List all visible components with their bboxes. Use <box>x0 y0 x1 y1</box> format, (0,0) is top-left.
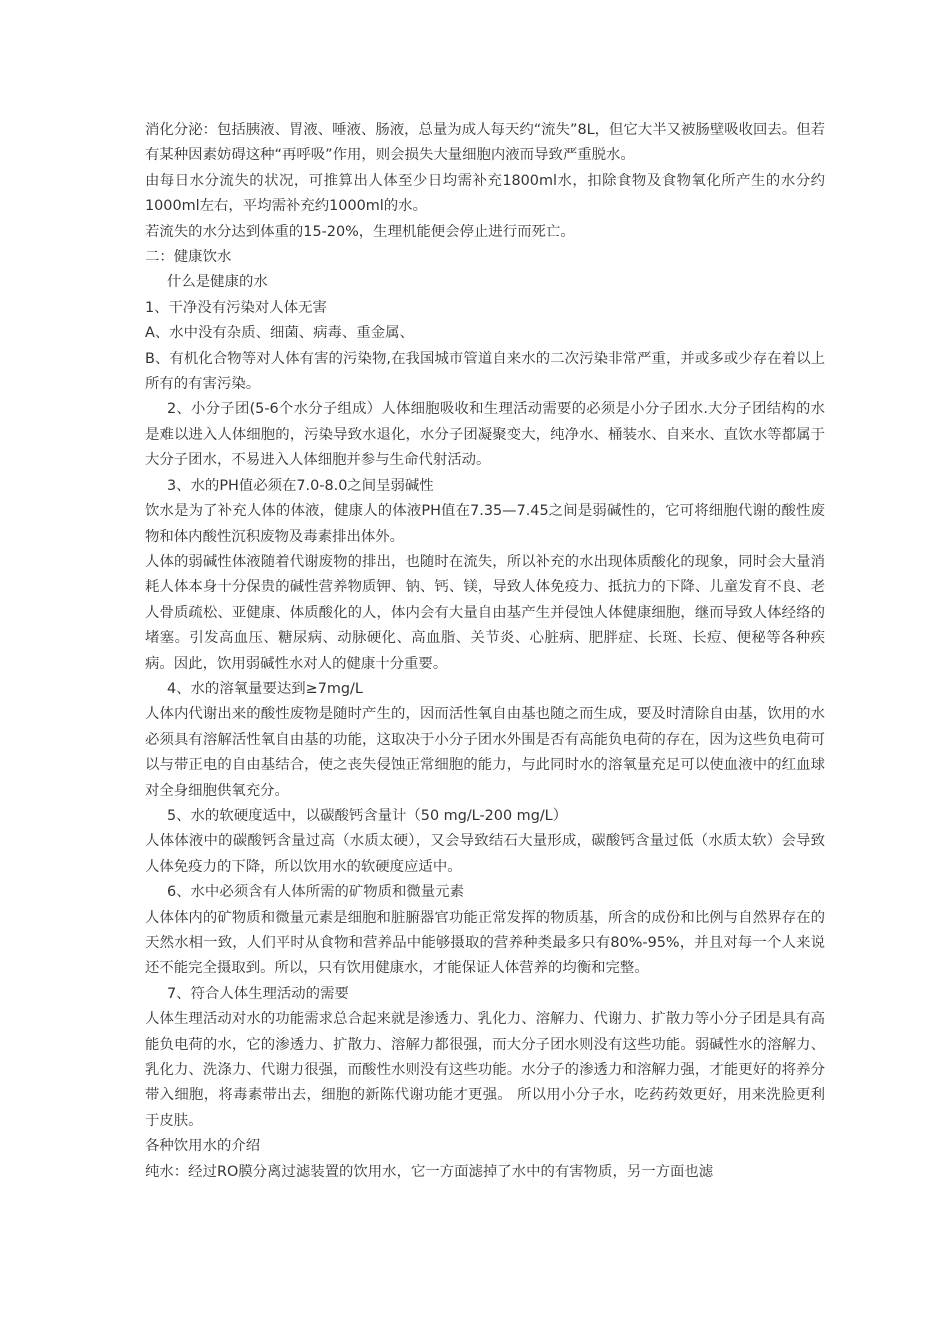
paragraph: B、有机化合物等对人体有害的污染物,在我国城市管道自来水的二次污染非常严重，并或多或少存在着以上所有的有害污染。 <box>145 350 825 393</box>
paragraph: 3、水的PH值必须在7.0-8.0之间呈弱碱性 <box>167 477 434 494</box>
paragraph: 5、水的软硬度适中，以碳酸钙含量计（50 mg/L-200 mg/L） <box>167 807 568 824</box>
paragraph: 1、干净没有污染对人体无害 <box>145 299 327 316</box>
paragraph: 7、符合人体生理活动的需要 <box>167 985 349 1002</box>
paragraph: 人体的弱碱性体液随着代谢废物的排出，也随时在流失，所以补充的水出现体质酸化的现象，同时会大量消耗人体本身十分保贵的碱性营养物质钾、钠、钙、镁，导致人体免疫力、抵抗力的下降、儿童发育不良、老人骨质疏松、亚健康、体质酸化的人，体内会有大量自由基产生并侵蚀人体健康细胞，继而导致人体经络的堵塞。引发高血压、糖尿病、动脉硬化、高血脂、关节炎、心脏病、肥胖症、长斑、长痘、便秘等各种疾病。因此，饮用弱碱性水对人的健康十分重要。 <box>145 553 825 672</box>
paragraph: 4、水的溶氧量要达到≥7mg/L <box>167 680 363 697</box>
paragraph: 人体生理活动对水的功能需求总合起来就是渗透力、乳化力、溶解力、代谢力、扩散力等小分子团是具有高能负电荷的水，它的渗透力、扩散力、溶解力都很强，而大分子团水则没有这些功能。弱碱性水的溶解力、乳化力、洗涤力、代谢力很强，而酸性水则没有这些功能。水分子的渗透力和溶解力强，才能更好的将养分带入细胞，将毒素带出去，细胞的新陈代谢功能才更强。 所以用小分子水，吃药药效更好，用来洗脸更利于皮肤。 <box>145 1011 825 1129</box>
document-page <box>145 118 825 1185</box>
paragraph: 人体内代谢出来的酸性废物是随时产生的，因而活性氧自由基也随之而生成，要及时清除自由基，饮用的水必须具有溶解活性氧自由基的功能，这取决于小分子团水外围是否有高能负电荷的存在，因为这些负电荷可以与带正电的自由基结合，使之丧失侵蚀正常细胞的能力，与此同时水的溶氧量充足可以使血液中的红血球对全身细胞供氧充分。 <box>145 706 825 799</box>
paragraph: 什么是健康的水 <box>167 274 268 291</box>
paragraph: 纯水：经过RO膜分离过滤装置的饮用水，它一方面滤掉了水中的有害物质，另一方面也滤 <box>145 1163 714 1180</box>
paragraph: 消化分泌：包括胰液、胃液、唾液、肠液，总量为成人每天约“流失”8L，但它大半又被肠壁吸收回去。但若有某种因素妨碍这种“再呼吸”作用，则会损失大量细胞内液而导致严重脱水。 <box>145 122 825 164</box>
paragraph: 由每日水分流失的状况，可推算出人体至少日均需补充1800ml水，扣除食物及食物氧化所产生的水分约1000ml左右，平均需补充约1000ml的水。 <box>145 172 825 215</box>
paragraph: 各种饮用水的介绍 <box>145 1138 261 1155</box>
paragraph: 人体体液中的碳酸钙含量过高（水质太硬），又会导致结石大量形成，碳酸钙含量过低（水质太软）会导致人体免疫力的下降，所以饮用水的软硬度应适中。 <box>145 833 825 875</box>
paragraph: 若流失的水分达到体重的15-20%，生理机能便会停止进行而死亡。 <box>145 223 575 240</box>
paragraph: 2、小分子团(5-6个水分子组成）人体细胞吸收和生理活动需要的必须是小分子团水.大分子团结构的水是难以进入人体细胞的，污染导致水退化，水分子团凝聚变大，纯净水、桶装水、自来水、直饮水等都属于大分子团水，不易进入人体细胞并参与生命代射活动。 <box>145 401 825 469</box>
paragraph: A、水中没有杂质、细菌、病毒、重金属、 <box>145 325 414 342</box>
paragraph: 二：健康饮水 <box>145 249 232 266</box>
paragraph: 饮水是为了补充人体的体液，健康人的体液PH值在7.35—7.45之间是弱碱性的，它可将细胞代谢的酸性废物和体内酸性沉积废物及毒素排出体外。 <box>145 503 825 545</box>
paragraph: 6、水中必须含有人体所需的矿物质和微量元素 <box>167 884 464 901</box>
paragraph: 人体体内的矿物质和微量元素是细胞和脏腑器官功能正常发挥的物质基，所含的成份和比例与自然界存在的天然水相一致，人们平时从食物和营养品中能够摄取的营养种类最多只有80%-95%，并且对每一个人来说还不能完全摄取到。所以，只有饮用健康水，才能保证人体营养的均衡和完整。 <box>145 909 825 977</box>
